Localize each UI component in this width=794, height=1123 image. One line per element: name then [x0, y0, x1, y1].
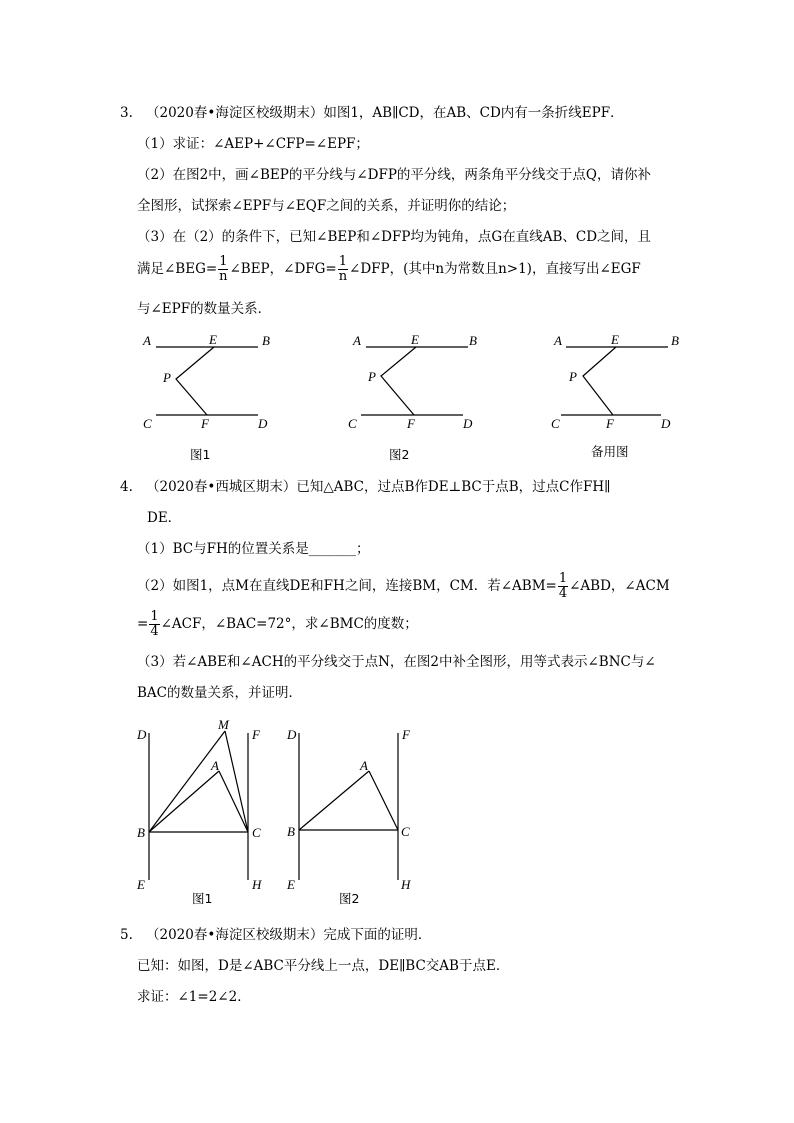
label-e: E [137, 877, 145, 892]
label-e: E [411, 332, 419, 347]
figure-caption: 图2 [339, 891, 360, 906]
label-a: A [211, 758, 219, 773]
label-f: F [201, 416, 209, 431]
problem-3-part3-text-c: ∠DFP，(其中n为常数且n>1)，直接写出∠EGF [349, 261, 641, 277]
fraction-denominator: n [219, 269, 228, 284]
label-b: B [287, 824, 295, 839]
figure-caption: 图1 [192, 891, 213, 906]
figure-caption: 图2 [389, 447, 410, 462]
label-a: A [353, 333, 361, 348]
label-p: P [569, 369, 577, 384]
label-e: E [287, 877, 295, 892]
problem-4-intro-line2: DE． [147, 510, 182, 526]
label-c: C [551, 416, 560, 431]
problem-3-part3-text-b: ∠BEP，∠DFG= [229, 261, 337, 277]
problem-4-figure-1 [136, 717, 262, 906]
problem-4-part2-text-d: ∠ACF，∠BAC=72°，求∠BMC的度数； [160, 616, 418, 632]
label-f: F [407, 416, 415, 431]
segment-mc [225, 731, 248, 832]
label-b: B [137, 825, 145, 840]
label-d: D [258, 416, 268, 431]
fraction-denominator: 4 [150, 624, 159, 639]
label-b: B [671, 333, 679, 348]
label-b: B [469, 333, 477, 348]
label-p: P [368, 369, 376, 384]
label-d: D [463, 416, 473, 431]
label-f: F [402, 727, 410, 742]
label-b: B [262, 333, 270, 348]
label-p: P [163, 370, 171, 385]
problem-3-part1: （1）求证：∠AEP+∠CFP=∠EPF； [137, 136, 369, 152]
problem-3-part3-line3: 与∠EPF的数量关系． [137, 301, 272, 317]
label-f: F [606, 416, 614, 431]
label-e: E [209, 332, 217, 347]
fraction-numerator: 1 [338, 254, 348, 269]
label-m: M [218, 717, 229, 732]
problem-5-prove: 求证：∠1=2∠2． [137, 989, 251, 1005]
problem-4-part2-text-c: = [137, 616, 149, 632]
problem-3-part2-line1: （2）在图2中，画∠BEP的平分线与∠DFP的平分线，两条角平分线交于点Q，请你补 [137, 167, 652, 183]
fraction-denominator: 4 [558, 586, 568, 601]
segment-ac [369, 771, 398, 830]
problem-3-part3-text-a: 满足∠BEG= [137, 261, 218, 277]
label-d: D [287, 727, 297, 742]
problem-4-part3-line2: BAC的数量关系，并证明． [137, 685, 302, 701]
label-d: D [661, 416, 671, 431]
problem-4-part2-text-a: （2）如图1，点M在直线DE和FH之间，连接BM，CM．若∠ABM= [137, 578, 557, 594]
problem-5-number: 5. [120, 927, 133, 943]
label-d: D [137, 727, 147, 742]
segment-ba [149, 771, 219, 832]
label-a: A [554, 333, 562, 348]
problem-4-part3-line1: （3）若∠ABE和∠ACH的平分线交于点N，在图2中补全图形，用等式表示∠BNC与∠ [137, 654, 656, 670]
fraction-numerator: 1 [219, 254, 228, 269]
figure-caption: 图1 [190, 447, 211, 462]
label-a: A [143, 333, 151, 348]
fraction-numerator: 1 [150, 609, 159, 624]
problem-4-part1: （1）BC与FH的位置关系是_______； [137, 541, 370, 557]
problem-5-intro: （2020春•海淀区校级期末）完成下面的证明． [146, 927, 432, 943]
figure-caption: 备用图 [591, 444, 629, 459]
problem-4-part2-text-b: ∠ABD，∠ACM [569, 578, 670, 594]
label-c: C [143, 416, 152, 431]
label-f: F [252, 727, 260, 742]
label-h: H [401, 877, 411, 892]
problem-5-given: 已知：如图，D是∠ABC平分线上一点，DE∥BC交AB于点E． [137, 958, 510, 974]
label-h: H [252, 877, 262, 892]
problem-3-part3-line1: （3）在（2）的条件下，已知∠BEP和∠DFP均为钝角，点G在直线AB、CD之间，且 [137, 229, 652, 245]
fraction-numerator: 1 [558, 571, 568, 586]
segment-ba [299, 771, 369, 830]
segment-bm [149, 731, 225, 832]
label-e: E [611, 332, 619, 347]
fraction-denominator: n [338, 269, 348, 284]
problem-3-number: 3. [120, 105, 133, 121]
problem-4-intro-line1: （2020春•西城区期末）已知△ABC，过点B作DE⊥BC于点B，过点C作FH∥ [146, 479, 611, 495]
segment-ac [219, 771, 248, 832]
problem-3-intro: （2020春•海淀区校级期末）如图1，AB∥CD，在AB、CD内有一条折线EPF． [146, 105, 624, 121]
label-c: C [348, 416, 357, 431]
label-a: A [360, 758, 368, 773]
label-c: C [252, 825, 261, 840]
problem-4-figure-2 [286, 727, 411, 906]
problem-3-part2-line2: 全图形，试探索∠EPF与∠EQF之间的关系，并证明你的结论； [137, 198, 516, 214]
label-c: C [401, 824, 410, 839]
problem-4-number: 4. [120, 479, 133, 495]
